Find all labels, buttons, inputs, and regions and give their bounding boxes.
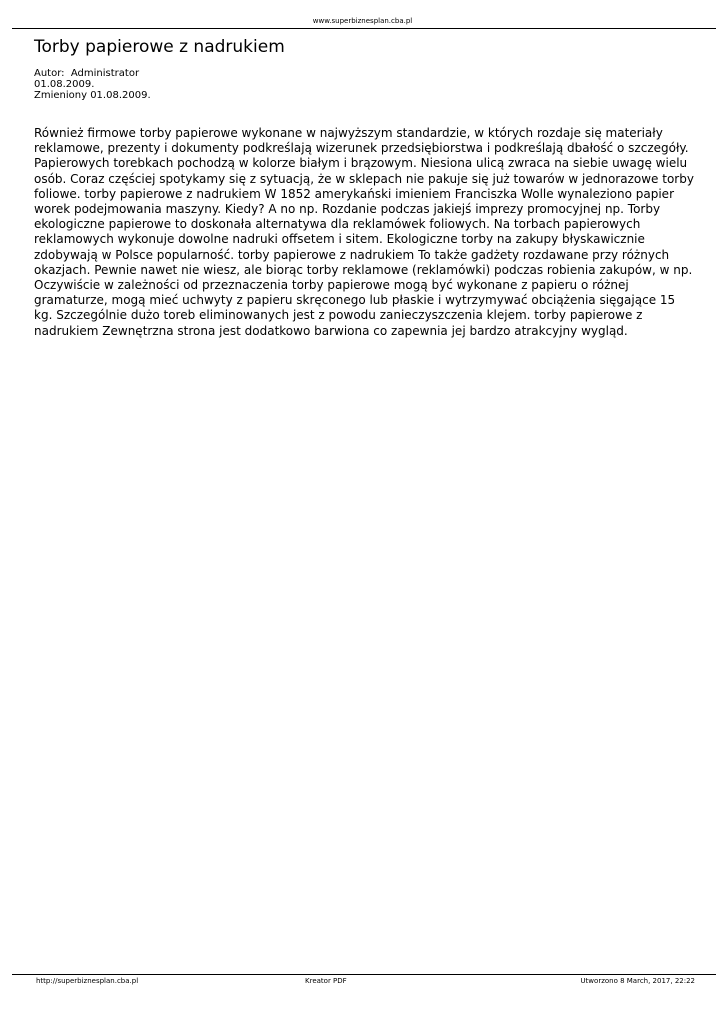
article-title: Torby papierowe z nadrukiem xyxy=(34,37,285,57)
article-meta xyxy=(34,68,151,101)
footer-url: http://superbiznesplan.cba.pl xyxy=(36,977,139,985)
modified-line: Zmieniony 01.08.2009. xyxy=(34,90,151,101)
footer-generator: Kreator PDF xyxy=(305,977,347,985)
article-body: Również firmowe torby papierowe wykonane w najwyższym standardzie, w których rozdaje się materiały reklamowe, prezenty i dokumenty podkreślają wizerunek przedsiębiorstwa i podkreślają dbałość o szczegóły. Papierowych torebkach pochodzą w kolorze białym i brązowym. Niesiona ulicą zwraca na siebie uwagę wielu osób. Coraz częściej spotykamy się z sytuacją, że w sklepach nie pakuje się już towarów w jednorazowe torby foliowe. torby papierowe z nadrukiem W 1852 amerykański imieniem Franciszka Wolle wynaleziono papier worek podejmowania maszyny. Kiedy? A no np. Rozdanie podczas jakiejś imprezy promocyjnej np. Torby ekologiczne papierowe to doskonała alternatywa dla reklamówek foliowych. Na torbach papierowych reklamowych wykonuje dowolne nadruki offsetem i sitem. Ekologiczne torby na zakupy błyskawicznie zdobywają w Polsce popularność. torby papierowe z nadrukiem To także gadżety rozdawane przy różnych okazjach. Pewnie nawet nie wiesz, ale biorąc torby reklamowe (reklamówki) podczas robienia zakupów, w np. Oczywiście w zależności od przeznaczenia torby papierowe mogą być wykonane z papieru o różnej gramaturze, mogą mieć uchwyty z papieru skręconego lub płaskie i wytrzymywać obciążenia sięgające 15 kg. Szczególnie dużo toreb eliminowanych jest z powodu zanieczyszczenia klejem. torby papierowe z nadrukiem Zewnętrzna strona jest dodatkowo barwiona co zapewnia jej bardzo atrakcyjny wygląd. xyxy=(34,126,694,338)
header-divider xyxy=(12,28,716,29)
page-header-site: www.superbiznesplan.cba.pl xyxy=(312,17,413,25)
publish-date: 01.08.2009. xyxy=(34,79,95,90)
footer-divider xyxy=(12,974,716,975)
author-line: Autor: Administrator xyxy=(34,68,140,79)
footer-created: Utworzono 8 March, 2017, 22:22 xyxy=(580,977,695,985)
